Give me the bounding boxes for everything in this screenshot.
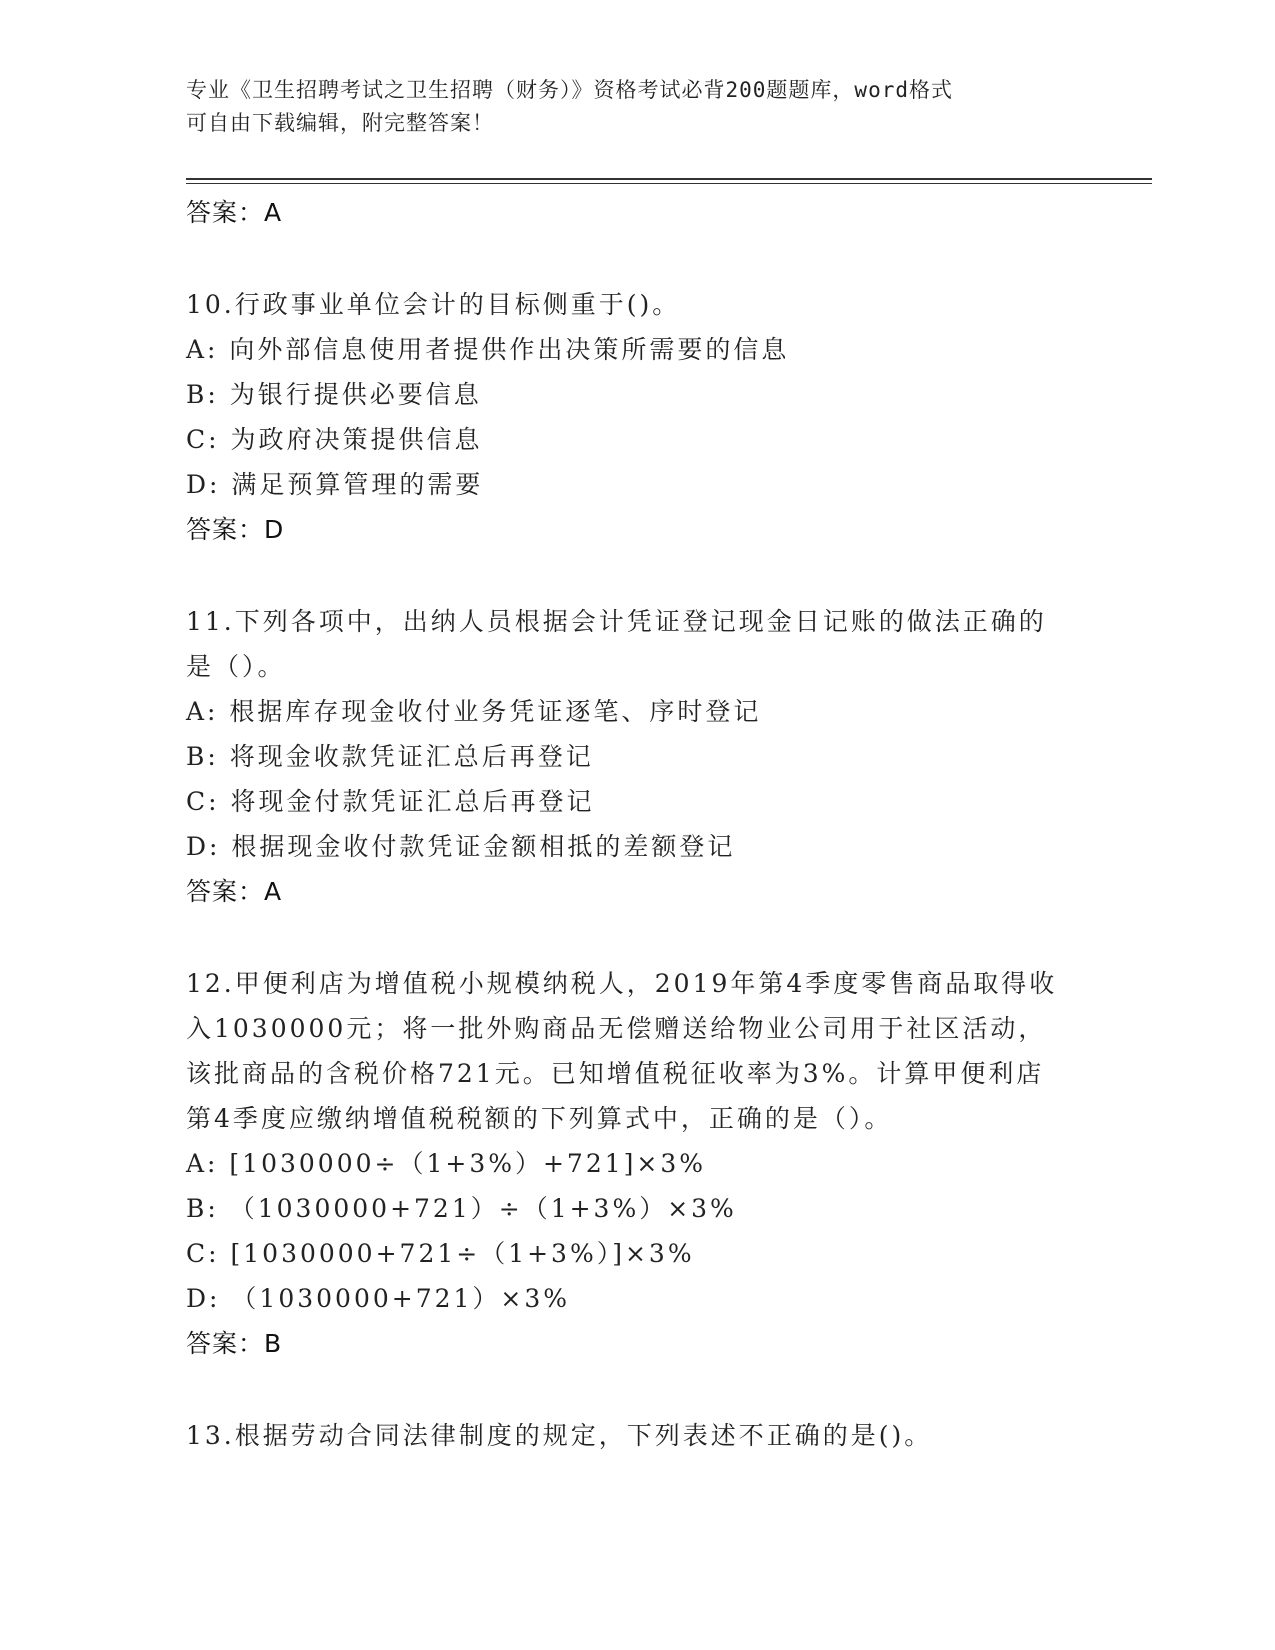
- question-stem-line: 12.甲便利店为增值税小规模纳税人，2019年第4季度零售商品取得收: [186, 969, 1058, 998]
- question-stem-line: 11.下列各项中，出纳人员根据会计凭证登记现金日记账的做法正确的: [186, 607, 1047, 636]
- option-b: B: 将现金收款凭证汇总后再登记: [186, 742, 594, 771]
- option-c: C: 为政府决策提供信息: [186, 425, 483, 454]
- option-a: A: 向外部信息使用者提供作出决策所需要的信息: [186, 335, 790, 364]
- answer-line: 答案：B: [186, 1329, 283, 1358]
- option-a: A: 根据库存现金收付业务凭证逐笔、序时登记: [186, 697, 762, 726]
- option-c: C: 将现金付款凭证汇总后再登记: [186, 787, 595, 816]
- question-stem-line: 第4季度应缴纳增值税税额的下列算式中，正确的是（）。: [186, 1104, 893, 1133]
- question-stem-line: 入1030000元；将一批外购商品无偿赠送给物业公司用于社区活动，: [186, 1014, 1047, 1043]
- option-b: B: （1030000+721）÷（1+3%）×3%: [186, 1194, 737, 1223]
- option-a: A: [1030000÷（1+3%）+721]×3%: [186, 1149, 707, 1178]
- option-b: B: 为银行提供必要信息: [186, 380, 482, 409]
- question-item: [186, 599, 1086, 915]
- spacer: [186, 915, 1086, 961]
- question-item: [186, 961, 1086, 1367]
- answer-line: 答案：A: [186, 877, 283, 906]
- spacer: [186, 1367, 1086, 1413]
- option-d: D: （1030000+721）×3%: [186, 1284, 571, 1313]
- answer-line: 答案：D: [186, 515, 285, 544]
- option-d: D: 满足预算管理的需要: [186, 470, 484, 499]
- header-line-1: 专业《卫生招聘考试之卫生招聘（财务）》资格考试必背200题题库，word格式: [186, 78, 953, 102]
- answer-line: 答案：A: [186, 198, 283, 227]
- question-stem-line: 13.根据劳动合同法律制度的规定，下列表述不正确的是()。: [186, 1421, 933, 1450]
- option-c: C: [1030000+721÷（1+3%）]×3%: [186, 1239, 695, 1268]
- document-header: [186, 74, 1086, 140]
- question-stem-line: 10.行政事业单位会计的目标侧重于()。: [186, 290, 681, 319]
- question-stem-line: 是（）。: [186, 652, 286, 681]
- spacer: [186, 236, 1086, 282]
- question-item: [186, 1413, 1086, 1458]
- spacer: [186, 553, 1086, 599]
- question-item: [186, 282, 1086, 553]
- header-rule-thick: [186, 178, 1152, 180]
- header-rule-thin: [186, 183, 1152, 184]
- header-line-2: 可自由下载编辑，附完整答案！: [186, 111, 494, 135]
- option-d: D: 根据现金收付款凭证金额相抵的差额登记: [186, 832, 736, 861]
- question-list: [186, 190, 1086, 1458]
- question-stem-line: 该批商品的含税价格721元。已知增值税征收率为3%。计算甲便利店: [186, 1059, 1045, 1088]
